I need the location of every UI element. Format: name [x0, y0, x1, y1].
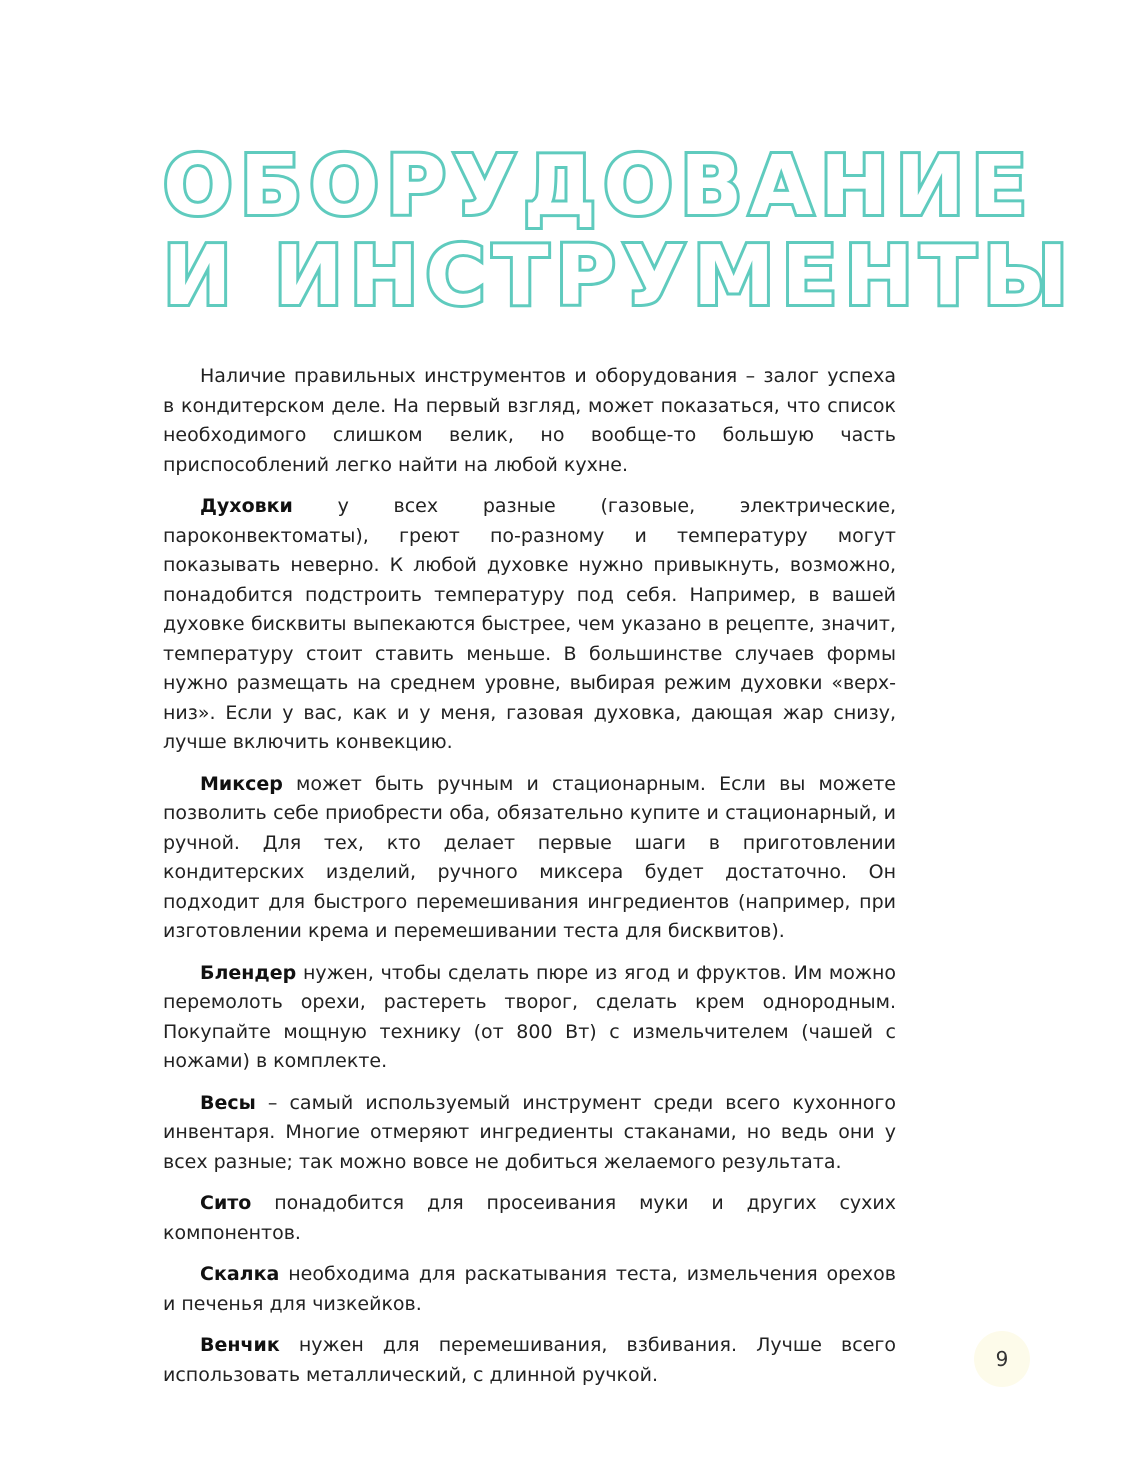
- term-sieve: Сито: [200, 1192, 252, 1214]
- term-scales: Весы: [200, 1091, 256, 1114]
- page-title: [163, 139, 1076, 324]
- paragraph-rolling-pin: [163, 1260, 896, 1319]
- paragraph-text: нужен для перемешивания, взбивания. Лучше всего использовать металлический, с длинной ручкой.: [163, 1334, 896, 1386]
- paragraph-text: может быть ручным и стационарным. Если вы можете позволить себе приобрести оба, обязательно купите и стационарный, и ручной. Для тех, кто делает первые шаги в приготовлении кондитерских изделий, ручного миксера будет достаточно. Он подходит для быстрого перемешивания ингредиентов (например, при изготовлении крема и перемешивании теста для бисквитов).: [163, 772, 896, 942]
- paragraph-text: необходима для раскатывания теста, измельчения орехов и печенья для чизкейков.: [163, 1263, 896, 1315]
- paragraph-scales: [163, 1089, 896, 1178]
- page-number-badge: [974, 1331, 1030, 1387]
- page-number: 9: [995, 1347, 1009, 1371]
- paragraph-intro: [163, 362, 896, 480]
- term-ovens: Духовки: [200, 495, 293, 517]
- paragraph-text: – самый используемый инструмент среди всего кухонного инвентаря. Многие отмеряют ингредиенты стаканами, но ведь они у всех разные; так можно вовсе не добиться желаемого результата.: [163, 1091, 896, 1173]
- paragraph-text: нужен, чтобы сделать пюре из ягод и фруктов. Им можно перемолоть орехи, растереть творог, сделать крем однородным. Покупайте мощную технику (от 800 Вт) с измельчителем (чашей с ножами) в комплекте.: [163, 961, 896, 1072]
- paragraph-ovens: [163, 492, 896, 758]
- page-title-line-1: ОБОРУДОВАНИЕ: [163, 139, 1035, 234]
- term-blender: Блендер: [200, 961, 297, 984]
- paragraph-mixer: [163, 770, 896, 947]
- paragraph-text: понадобится для просеивания муки и других сухих компонентов.: [163, 1192, 896, 1244]
- page-title-line-2: И ИНСТРУМЕНТЫ: [163, 229, 1076, 324]
- paragraph-sieve: [163, 1189, 896, 1248]
- term-whisk: Венчик: [200, 1334, 280, 1356]
- term-mixer: Миксер: [200, 772, 283, 795]
- paragraph-whisk: [163, 1331, 896, 1390]
- paragraph-text: у всех разные (газовые, электрические, пароконвектоматы), греют по-разному и температуру могут показывать неверно. К любой духовке нужно привыкнуть, возможно, понадобится подстроить температуру под себя. Например, в вашей духовке бисквиты выпекаются быстрее, чем указано в рецепте, значит, температуру стоит ставить меньше. В большинстве случаев формы нужно размещать на среднем уровне, выбирая режим духовки «верх-низ». Если у вас, как и у меня, газовая духовка, дающая жар снизу, лучше включить конвекцию.: [163, 495, 896, 753]
- paragraph-text: Наличие правильных инструментов и оборудования – залог успеха в кондитерском деле. На первый взгляд, может показаться, что список необходимого слишком велик, но вообще-то большую часть приспособлений легко найти на любой кухне.: [163, 365, 896, 476]
- article-body: [163, 362, 896, 1402]
- paragraph-blender: [163, 959, 896, 1077]
- term-rolling-pin: Скалка: [200, 1263, 280, 1285]
